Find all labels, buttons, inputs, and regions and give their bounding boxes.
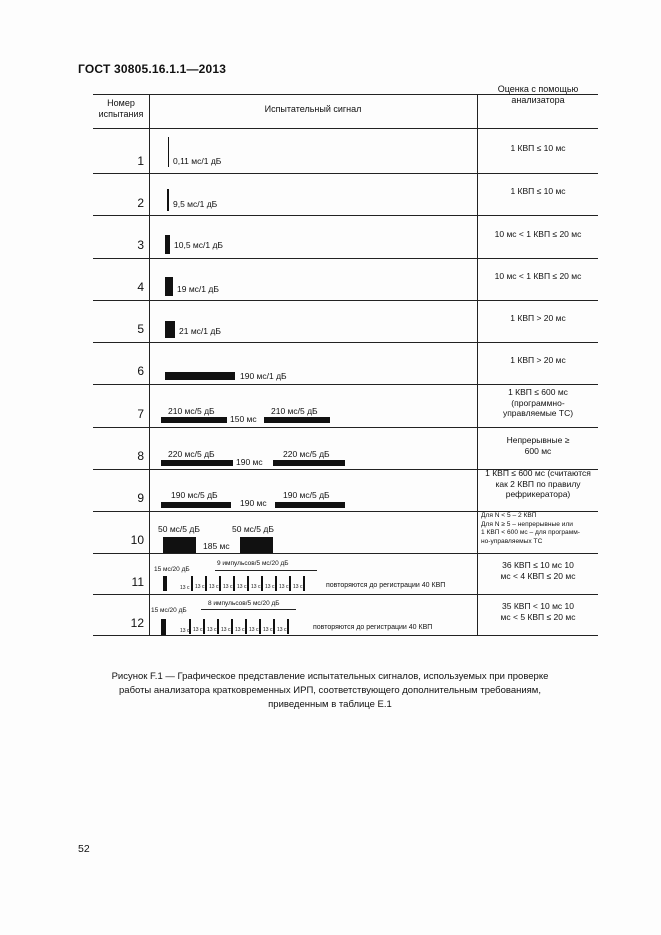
gap-label: 13 с [251, 584, 261, 590]
row-divider [93, 215, 598, 216]
gap-label: 190 мс [236, 457, 263, 467]
table-bottom-border [93, 635, 598, 636]
header-estimate: Оценка с помощью анализатора [497, 84, 579, 105]
signal-label: 50 мс/5 дБ [232, 524, 274, 534]
pulse [165, 277, 173, 296]
gap-label: 13 с [249, 627, 259, 633]
header-test-number: Номер испытания [98, 98, 144, 119]
signal-label: 10,5 мс/1 дБ [174, 240, 223, 250]
signal-label: 19 мс/1 дБ [177, 284, 219, 294]
pulse [217, 619, 219, 634]
gap-label: 13 с [207, 627, 217, 633]
estimate-text: 1 КВП ≤ 600 мс (считаются как 2 КВП по правилу рефрикератора) [485, 468, 591, 499]
gap-label: 13 с [180, 628, 190, 634]
page-number: 52 [78, 843, 90, 855]
row-divider [93, 384, 598, 385]
signal-label: 9,5 мс/1 дБ [173, 199, 218, 209]
pulse [289, 576, 291, 591]
figure-caption: Рисунок F.1 — Графическое представление испытательных сигналов, используемых при проверке работы анализатора кратковременных ИРП, соответствующего дополнительным требованиям, приведенным в таблице Е.1 [111, 671, 549, 710]
signal-label: 210 мс/5 дБ [271, 406, 318, 416]
header-divider [93, 128, 598, 129]
row-divider [93, 300, 598, 301]
pulse [203, 619, 205, 634]
signal-label: 190 мс/5 дБ [171, 490, 218, 500]
estimate-note: Для N < 5 – 2 КВП Для N ≥ 5 – непрерывные или 1 КВП < 600 мс – для программ- но-управляемых ТС [481, 512, 580, 545]
pulse [191, 576, 193, 591]
pulse [273, 619, 275, 634]
pulse [165, 235, 170, 254]
signal-label: 21 мс/1 дБ [179, 326, 221, 336]
group-label: 8 импульсов/5 мс/20 дБ [208, 600, 280, 607]
gap-label: 150 мс [230, 414, 257, 424]
pulse [240, 537, 273, 553]
pulse [189, 619, 191, 634]
pulse [245, 619, 247, 634]
signal-label: 0,11 мс/1 дБ [173, 156, 222, 166]
signal-label: 220 мс/5 дБ [168, 449, 215, 459]
estimate-text: 36 КВП ≤ 10 мс 10 мс < 4 КВП ≤ 20 мс [500, 560, 576, 581]
estimate-text: 35 КВП < 10 мс 10 мс < 5 КВП ≤ 20 мс [500, 601, 576, 622]
pulse [168, 137, 169, 167]
gap-label: 13 с [235, 627, 245, 633]
gap-label: 13 с [265, 584, 275, 590]
pulse [219, 576, 221, 591]
pulse [303, 576, 305, 591]
group-brace [215, 570, 317, 578]
signal-label: 190 мс/1 дБ [240, 371, 287, 381]
signal-label: 210 мс/5 дБ [168, 406, 215, 416]
gap-label: 13 с [277, 627, 287, 633]
estimate-text: 1 КВП ≤ 10 мс [510, 186, 566, 196]
pulse [273, 460, 345, 466]
first-pulse-label: 15 мс/20 дБ [151, 607, 187, 614]
pulse [161, 619, 166, 635]
gap-label: 13 с [223, 584, 233, 590]
pulse [259, 619, 261, 634]
pulse [205, 576, 207, 591]
row-divider [93, 173, 598, 174]
estimate-text: 10 мс < 1 КВП ≤ 20 мс [494, 229, 582, 239]
row-divider [93, 258, 598, 259]
test-signal-table: Номер испытания Испытательный сигнал Оценка с помощью анализатора 1 2 3 4 5 6 7 8 9 10 11 12 1 КВП ≤ 10 мс 1 КВП ≤ 10 мс 10 мс < 1 КВП ≤ 20 мс 10 мс < 1 КВП ≤ 20 мс 1 КВП > 20 мс 1 КВП > 20 мс 1 КВП ≤ 600 мс (программно-управляемые ТС) Непрерывные ≥ 600 мс 1 КВП ≤ 600 мс (считаются как 2 КВП по правилу рефрикератора) Для N < 5 – 2 КВП Для N ≥ 5 – непрерывные или 1 КВП < 600 мс – для программ- но-управляемых ТС 36 КВП ≤ 10 мс 10 мс < 4 КВП ≤ 20 мс 35 КВП < 10 мс 10 мс < 5 КВП ≤ 20 мс 0,11 мс/1 дБ 9,5 мс/1 дБ 10,5 мс/1 дБ 19 мс/1 дБ 21 мс/1 дБ 190 мс/1 дБ 210 мс/5 дБ 150 мс 210 мс/5 дБ 220 мс/5 дБ 190 мс 220 мс/5 дБ 190 мс/5 дБ 190 мс 190 мс/5 дБ 50 мс/5 дБ 185 мс 50 мс/5 дБ 15 мс/20 дБ 13 с 9 импульсов/5 мс/20 дБ повторяются до регистрации 40 КВП 15 мс/20 дБ 13 с 8 импульсов/5 мс/20 дБ повторяются до регистрации 40 КВП 13 с 13 с 13 с 13 с 13 с 13 с 13 с 13 с 13 с 13 с 13 с 13 с 13 с 13 с 13 с [93, 94, 598, 636]
header-test-signal: Испытательный сигнал [264, 104, 362, 114]
signal-label: 220 мс/5 дБ [283, 449, 330, 459]
pulse [161, 460, 233, 466]
estimate-text: 1 КВП > 20 мс [510, 313, 566, 323]
pulse [264, 417, 330, 423]
pulse [165, 321, 175, 338]
pulse [287, 619, 289, 634]
pulse [163, 537, 196, 553]
repeat-label: повторяются до регистрации 40 КВП [313, 624, 433, 631]
gap-label: 13 с [293, 584, 303, 590]
gap-label: 13 с [237, 584, 247, 590]
pulse [165, 372, 235, 380]
gap-label: 13 с [195, 584, 205, 590]
pulse [261, 576, 263, 591]
document-title: ГОСТ 30805.16.1.1—2013 [78, 62, 227, 76]
gap-label: 13 с [263, 627, 273, 633]
pulse [231, 619, 233, 634]
row-divider [93, 553, 598, 554]
gap-label: 13 с [193, 627, 203, 633]
estimate-text: Непрерывные ≥ 600 мс [506, 435, 570, 456]
pulse [275, 576, 277, 591]
row-divider [93, 594, 598, 595]
gap-label: 13 с [209, 584, 219, 590]
estimate-text: 1 КВП ≤ 600 мс (программно-управляемые ТС) [502, 387, 574, 418]
estimate-text: 1 КВП ≤ 10 мс [510, 143, 566, 153]
pulse [163, 576, 167, 591]
first-pulse-label: 15 мс/20 дБ [154, 566, 190, 573]
gap-label: 190 мс [240, 498, 267, 508]
signal-label: 50 мс/5 дБ [158, 524, 200, 534]
signal-label: 190 мс/5 дБ [283, 490, 330, 500]
row-divider [93, 342, 598, 343]
row-divider [93, 427, 598, 428]
gap-label: 185 мс [203, 541, 230, 551]
pulse [247, 576, 249, 591]
gap-label: 13 с [221, 627, 231, 633]
pulse [233, 576, 235, 591]
pulse [275, 502, 345, 508]
pulse [161, 502, 231, 508]
gap-label: 13 с [180, 585, 190, 591]
pulse [161, 417, 227, 423]
column-divider [149, 94, 150, 636]
group-label: 9 импульсов/5 мс/20 дБ [217, 560, 289, 567]
estimate-text: 1 КВП > 20 мс [510, 355, 566, 365]
pulse [167, 189, 169, 211]
repeat-label: повторяются до регистрации 40 КВП [326, 582, 446, 589]
group-brace [201, 609, 296, 617]
estimate-text: 10 мс < 1 КВП ≤ 20 мс [494, 271, 582, 281]
gap-label: 13 с [279, 584, 289, 590]
